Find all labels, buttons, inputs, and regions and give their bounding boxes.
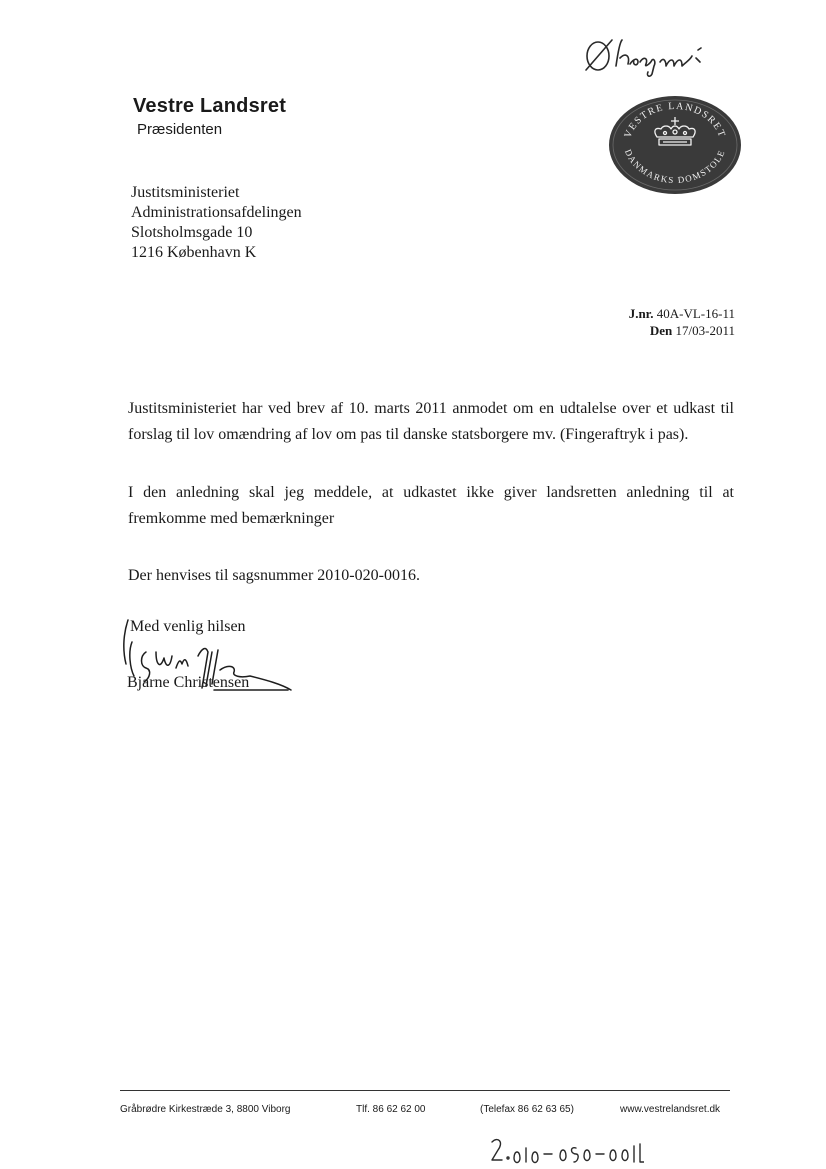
paragraph-line: I den anledning skal jeg meddele, at udkastet ikke giver landsretten anledning til at [128,484,734,501]
handwritten-case-number [484,1132,644,1168]
letter-date [629,322,735,339]
body-paragraph-1 [128,396,734,448]
body-paragraph-3 [128,563,734,589]
court-name: Vestre Landsret [133,95,287,117]
svg-text:DANMARKS DOMSTOLE: DANMARKS DOMSTOLE [622,147,728,186]
recipient-line: 1216 København K [131,244,257,261]
recipient-address [131,183,302,263]
paragraph-line: forslag til lov omændring af lov om pas til danske statsborgere mv. (Fingeraftryk i pas). [128,426,689,443]
journal-number [629,305,735,322]
paragraph-line: Justitsministeriet har ved brev af 10. marts 2011 anmodet om en udtalelse over et udkast til [128,400,734,417]
recipient-line: Slotsholmsgade 10 [131,224,253,241]
letter-date-label: Den [649,323,673,338]
court-office: Præsidenten [137,121,223,138]
closing-greeting: Med venlig hilsen [130,618,246,635]
footer-fax: (Telefax 86 62 63 65) [480,1104,574,1115]
signer-name: Bjarne Christensen [127,674,250,691]
handwritten-note-okonomi [580,32,720,82]
footer-website: www.vestrelandsret.dk [620,1104,721,1115]
court-seal-logo [607,95,743,195]
footer-phone: Tlf. 86 62 62 00 [356,1104,426,1115]
handwritten-signature [116,612,301,700]
recipient-line: Justitsministeriet [131,184,240,201]
journal-number-value: 40A-VL-16-11 [656,306,735,321]
paragraph-line: fremkomme med bemærkninger [128,510,335,527]
paragraph-line: Der henvises til sagsnummer 2010-020-0016. [128,567,420,584]
journal-number-label: J.nr. [628,306,654,321]
footer-divider [120,1090,730,1091]
reference-block [629,305,735,339]
letter-date-value: 17/03-2011 [675,323,735,338]
body-paragraph-2 [128,480,734,532]
svg-text:VESTRE LANDSRET: VESTRE LANDSRET [622,100,728,140]
footer-address: Gråbrødre Kirkestræde 3, 8800 Viborg [120,1104,291,1115]
recipient-line: Administrationsafdelingen [131,204,302,221]
